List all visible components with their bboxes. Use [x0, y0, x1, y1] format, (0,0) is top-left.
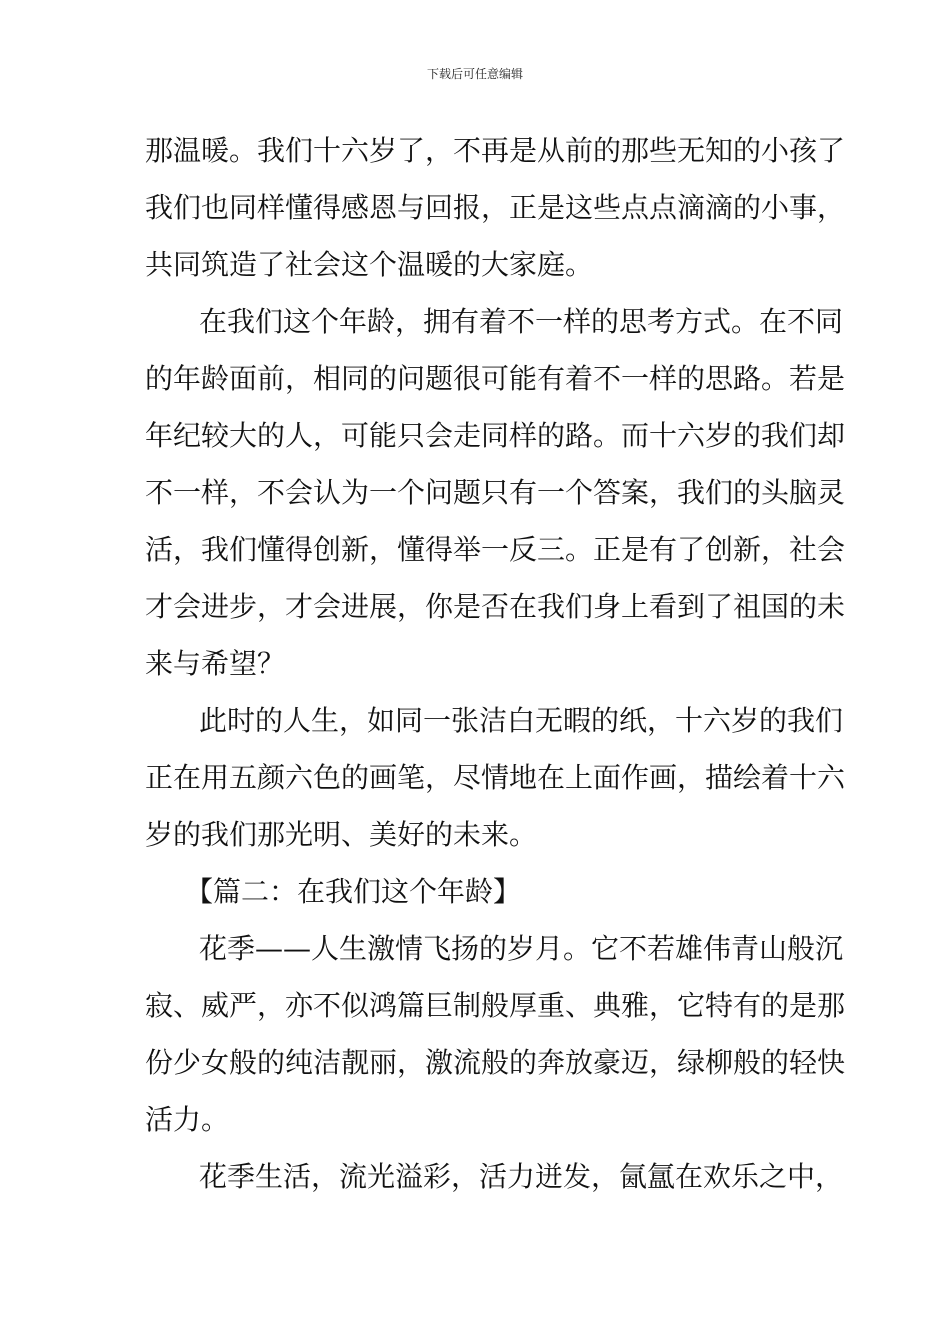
- text-line: 正在用五颜六色的画笔，尽情地在上面作画，描绘着十六: [145, 761, 846, 794]
- section-heading: 【篇二：在我们这个年龄】: [185, 875, 522, 908]
- text-line: 寂、威严，亦不似鸿篇巨制般厚重、典雅，它特有的是那: [145, 989, 846, 1022]
- text-line: 岁的我们那光明、美好的未来。: [145, 818, 538, 851]
- text-line: 在我们这个年龄，拥有着不一样的思考方式。在不同: [199, 305, 844, 338]
- text-line: 的年龄面前，相同的问题很可能有着不一样的思路。若是: [145, 362, 846, 395]
- text-line: 份少女般的纯洁靓丽，激流般的奔放豪迈，绿柳般的轻快: [145, 1046, 846, 1079]
- text-line: 此时的人生，如同一张洁白无暇的纸，十六岁的我们: [199, 704, 844, 737]
- text-line: 花季——人生激情飞扬的岁月。它不若雄伟青山般沉: [199, 932, 844, 965]
- text-line: 来与希望？: [145, 647, 286, 680]
- text-line: 那温暖。我们十六岁了，不再是从前的那些无知的小孩了: [145, 134, 846, 167]
- text-line: 我们也同样懂得感恩与回报，正是这些点点滴滴的小事，: [145, 191, 846, 224]
- text-line: 共同筑造了社会这个温暖的大家庭。: [145, 248, 594, 281]
- text-line: 活力。: [145, 1103, 230, 1136]
- text-line: 年纪较大的人，可能只会走同样的路。而十六岁的我们却: [145, 419, 846, 452]
- page-header: 下载后可任意编辑: [426, 67, 523, 81]
- text-line: 才会进步，才会进展，你是否在我们身上看到了祖国的未: [145, 590, 846, 623]
- text-line: 花季生活，流光溢彩，活力迸发，氤氲在欢乐之中，: [199, 1160, 844, 1193]
- text-line: 活，我们懂得创新，懂得举一反三。正是有了创新，社会: [145, 533, 846, 566]
- text-line: 不一样，不会认为一个问题只有一个答案，我们的头脑灵: [145, 476, 846, 509]
